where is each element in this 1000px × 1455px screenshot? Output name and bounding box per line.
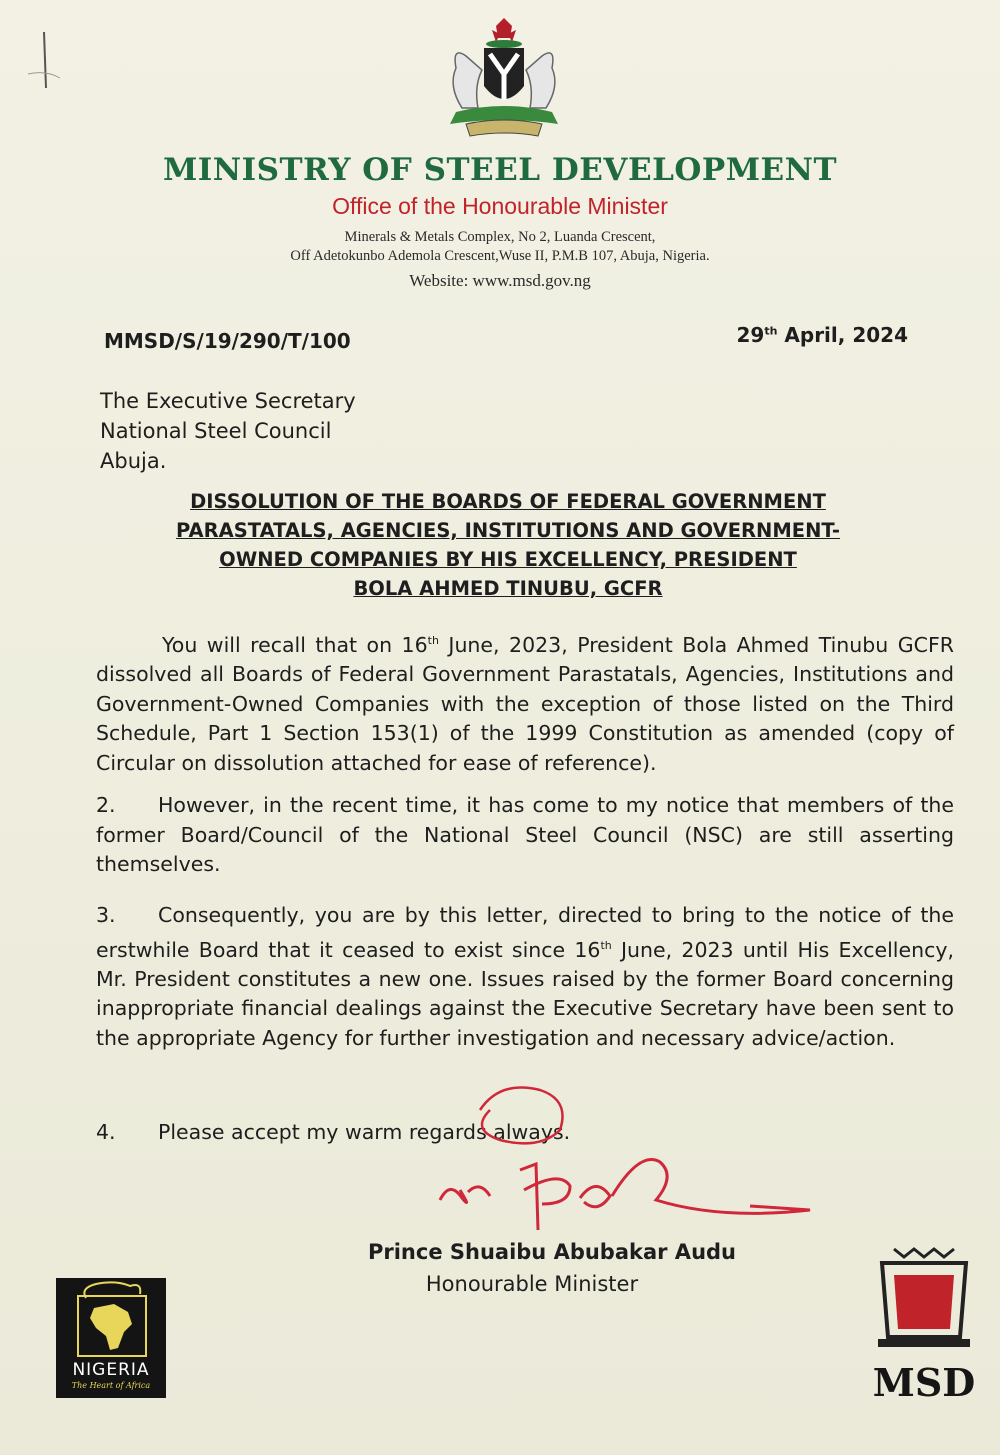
paragraph-text: However, in the recent time, it has come to my notice that members of the former Board/Council of the National Steel Council (NSC) are still asserting themselves. xyxy=(96,793,954,876)
address-line-1: Minerals & Metals Complex, No 2, Luanda Crescent, xyxy=(344,229,656,245)
msd-logo-text: MSD xyxy=(872,1360,976,1405)
date-rest: April, 2024 xyxy=(777,323,908,347)
addressee-block xyxy=(100,386,356,476)
addressee-line: Abuja. xyxy=(100,449,167,473)
subject-line: BOLA AHMED TINUBU, GCFR xyxy=(353,577,663,600)
subject-line: DISSOLUTION OF THE BOARDS OF FEDERAL GOVERNMENT xyxy=(190,490,826,513)
signer-title: Honourable Minister xyxy=(425,1272,639,1296)
address-line-2: Off Adetokunbo Ademola Crescent,Wuse II, P.M.B 107, Abuja, Nigeria. xyxy=(290,248,710,264)
paragraph-3 xyxy=(96,901,954,1053)
paragraph-number: 4. xyxy=(96,1120,116,1144)
africa-map-icon xyxy=(56,1278,166,1362)
paragraph-number: 3. xyxy=(96,903,116,927)
date-day: 29 xyxy=(736,323,765,347)
nigeria-heart-of-africa-logo xyxy=(56,1278,166,1398)
paragraph-1 xyxy=(96,626,954,778)
ordinal-suffix: th xyxy=(600,938,612,952)
paragraph-2 xyxy=(96,791,954,880)
handwritten-signature xyxy=(420,1080,840,1230)
letter-date xyxy=(737,323,909,347)
nigeria-logo-word: NIGERIA xyxy=(72,1360,150,1380)
paragraph-text: June, 2023 until His Excellency, Mr. President constitutes a new one. Issues raised by the former Board concerning inappropriate financial dealings against the Executive Secretary have been sent to the appropriate Agency for further investigation and necessary advice/action. xyxy=(96,937,955,1050)
msd-crucible-logo-icon xyxy=(874,1245,974,1355)
date-suffix: th xyxy=(764,324,778,338)
nigeria-logo-tagline: The Heart of Africa xyxy=(71,1381,151,1390)
subject-line: OWNED COMPANIES BY HIS EXCELLENCY, PRESIDENT xyxy=(219,548,797,571)
paragraph-text: Consequently, you are by this letter, directed to bring to the notice of the erstwhile Board that it ceased to exist since 16 xyxy=(96,903,954,962)
addressee-line: The Executive Secretary xyxy=(100,389,356,413)
ordinal-suffix: th xyxy=(427,634,439,647)
pen-mark xyxy=(26,30,86,90)
ministry-name: MINISTRY OF STEEL DEVELOPMENT xyxy=(162,152,838,188)
addressee-line: National Steel Council xyxy=(100,419,332,443)
office-title: Office of the Honourable Minister xyxy=(332,193,668,219)
signer-name: Prince Shuaibu Abubakar Audu xyxy=(367,1240,736,1264)
subject-heading xyxy=(118,487,898,603)
paragraph-text: You will recall that on 16 xyxy=(162,632,428,657)
subject-line: PARASTATALS, AGENCIES, INSTITUTIONS AND GOVERNMENT- xyxy=(176,519,840,542)
nigeria-coat-of-arms-icon xyxy=(426,16,582,140)
paragraph-number: 2. xyxy=(96,793,116,817)
paragraph-text: Please accept my warm regards always. xyxy=(158,1120,571,1144)
website-line: Website: www.msd.gov.ng xyxy=(409,271,591,290)
reference-number: MMSD/S/19/290/T/100 xyxy=(104,329,351,353)
paragraph-text: June, 2023, President Bola Ahmed Tinubu GCFR dissolved all Boards of Federal Government Parastatals, Agencies, Institutions and Government-Owned Companies with the exception of those listed on the Third Schedule, Part 1 Section 153(1) of the 1999 Constitution as amended (copy of Circular on dissolution attached for ease of reference). xyxy=(96,632,954,775)
